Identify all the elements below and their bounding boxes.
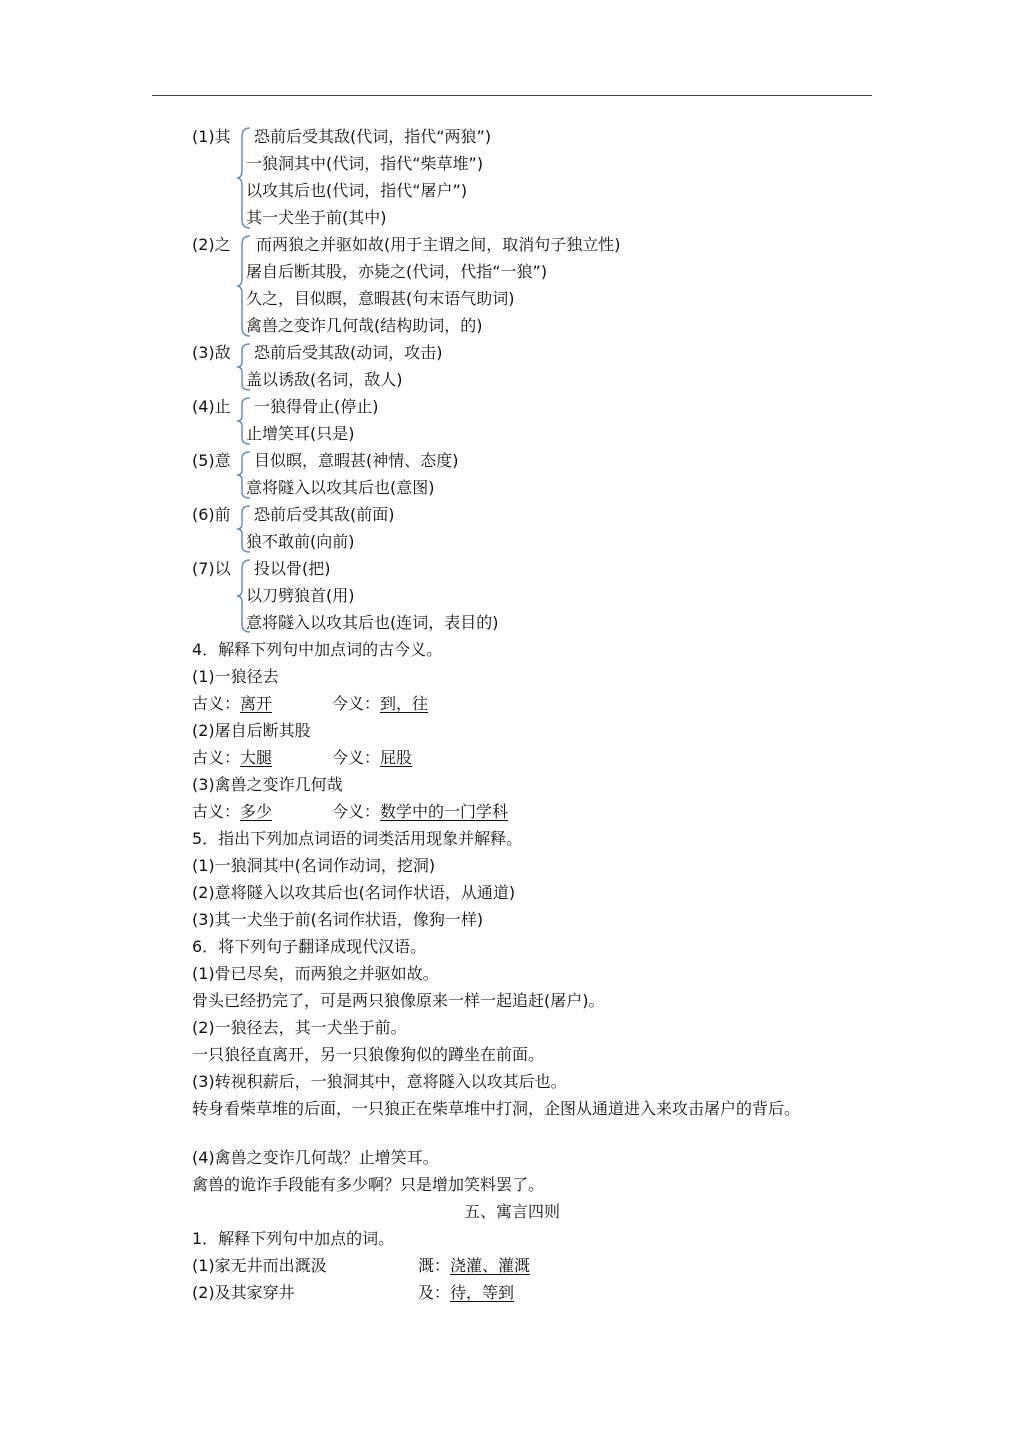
group-item: 恐前后受其敌(代词，指代“两狼”) <box>254 127 492 146</box>
q6-translation: 骨头已经扔完了，可是两只狼像原来一样一起追赶(屠户)。 <box>192 991 605 1010</box>
word-label: 溉： <box>418 1256 451 1275</box>
q6-translation: 转身看柴草堆的后面，一只狼正在柴草堆中打洞，企图从通道进入来攻击屠户的背后。 <box>192 1099 801 1118</box>
group-label-yi: (5)意 <box>192 451 231 470</box>
q4-answer-row <box>192 799 508 825</box>
modern-meaning: 到，往 <box>380 694 429 713</box>
header-rule <box>152 95 872 96</box>
q4-sentence: (3)禽兽之变诈几何哉 <box>192 775 343 794</box>
group-label-zhi: (2)之 <box>192 235 231 254</box>
word-meaning: 浇灌、灌溉 <box>450 1256 531 1275</box>
q6-sentence: (1)骨已尽矣，而两狼之并驱如故。 <box>192 964 439 983</box>
group-label-di: (3)敌 <box>192 343 231 362</box>
q4-answer-row <box>192 691 428 717</box>
q4-sentence: (2)屠自后断其股 <box>192 721 311 740</box>
group-item: 一狼得骨止(停止) <box>254 397 379 416</box>
ancient-meaning: 离开 <box>240 694 273 713</box>
modern-label: 今义： <box>332 748 381 767</box>
q4-sentence: (1)一狼径去 <box>192 667 279 686</box>
group-item: 目似瞑，意暇甚(神情、态度) <box>254 451 459 470</box>
section-q1-row <box>192 1280 514 1306</box>
group-item: 其一犬坐于前(其中) <box>246 208 387 227</box>
q5-title: 5．指出下列加点词语的词类活用现象并解释。 <box>192 829 523 848</box>
modern-label: 今义： <box>332 694 381 713</box>
group-item: 意将隧入以攻其后也(连词，表目的) <box>246 613 499 632</box>
q6-sentence: (3)转视积薪后，一狼洞其中，意将隧入以攻其后也。 <box>192 1072 567 1091</box>
q5-item: (1)一狼洞其中(名词作动词，挖洞) <box>192 856 436 875</box>
q5-item: (3)其一犬坐于前(名词作状语，像狗一样) <box>192 910 484 929</box>
ancient-meaning: 大腿 <box>240 748 273 767</box>
modern-label: 今义： <box>332 802 381 821</box>
group-item: 禽兽之变诈几何哉(结构助词，的) <box>246 316 483 335</box>
modern-meaning: 屁股 <box>380 748 413 767</box>
word-meaning: 待，等到 <box>450 1283 515 1302</box>
ancient-meaning: 多少 <box>240 802 273 821</box>
group-item: 投以骨(把) <box>254 559 331 578</box>
ancient-label: 古义： <box>192 802 241 821</box>
group-item: 以攻其后也(代词，指代“屠户”) <box>246 181 468 200</box>
group-item: 久之，目似瞑，意暇甚(句末语气助词) <box>246 289 515 308</box>
word-label: 及： <box>418 1283 451 1302</box>
q5-item: (2)意将隧入以攻其后也(名词作状语，从通道) <box>192 883 516 902</box>
group-item: 恐前后受其敌(前面) <box>254 505 395 524</box>
group-item: 以刀劈狼首(用) <box>246 586 355 605</box>
group-label-qian: (6)前 <box>192 505 231 524</box>
group-label-zhi2: (4)止 <box>192 397 231 416</box>
group-label-qi: (1)其 <box>192 127 231 146</box>
group-item: 狼不敢前(向前) <box>246 532 355 551</box>
group-item: 止增笑耳(只是) <box>246 424 355 443</box>
group-item: 屠自后断其股，亦毙之(代词，代指“一狼”) <box>246 262 548 281</box>
q6-sentence: (2)一狼径去，其一犬坐于前。 <box>192 1018 407 1037</box>
group-item: 而两狼之并驱如故(用于主谓之间，取消句子独立性) <box>256 235 621 254</box>
modern-meaning: 数学中的一门学科 <box>380 802 509 821</box>
section-q1-sentence: (2)及其家穿井 <box>192 1283 295 1302</box>
q6-title: 6．将下列句子翻译成现代汉语。 <box>192 937 427 956</box>
section-q1-title: 1．解释下列句中加点的词。 <box>192 1229 395 1248</box>
group-item: 盖以诱敌(名词，敌人) <box>246 370 403 389</box>
section-title: 五、寓言四则 <box>463 1202 560 1221</box>
section-q1-row <box>192 1253 530 1279</box>
q4-title: 4．解释下列句中加点词的古今义。 <box>192 640 443 659</box>
q4-answer-row <box>192 745 412 771</box>
group-label-yi2: (7)以 <box>192 559 231 578</box>
q6-translation: 一只狼径直离开，另一只狼像狗似的蹲坐在前面。 <box>192 1045 545 1064</box>
q6-translation: 禽兽的诡诈手段能有多少啊？只是增加笑料罢了。 <box>192 1175 545 1194</box>
ancient-label: 古义： <box>192 748 241 767</box>
group-item: 意将隧入以攻其后也(意图) <box>246 478 435 497</box>
group-item: 恐前后受其敌(动词，攻击) <box>254 343 443 362</box>
group-item: 一狼洞其中(代词，指代“柴草堆”) <box>246 154 484 173</box>
section-q1-sentence: (1)家无井而出溉汲 <box>192 1256 327 1275</box>
ancient-label: 古义： <box>192 694 241 713</box>
q6-sentence: (4)禽兽之变诈几何哉？止增笑耳。 <box>192 1148 439 1167</box>
